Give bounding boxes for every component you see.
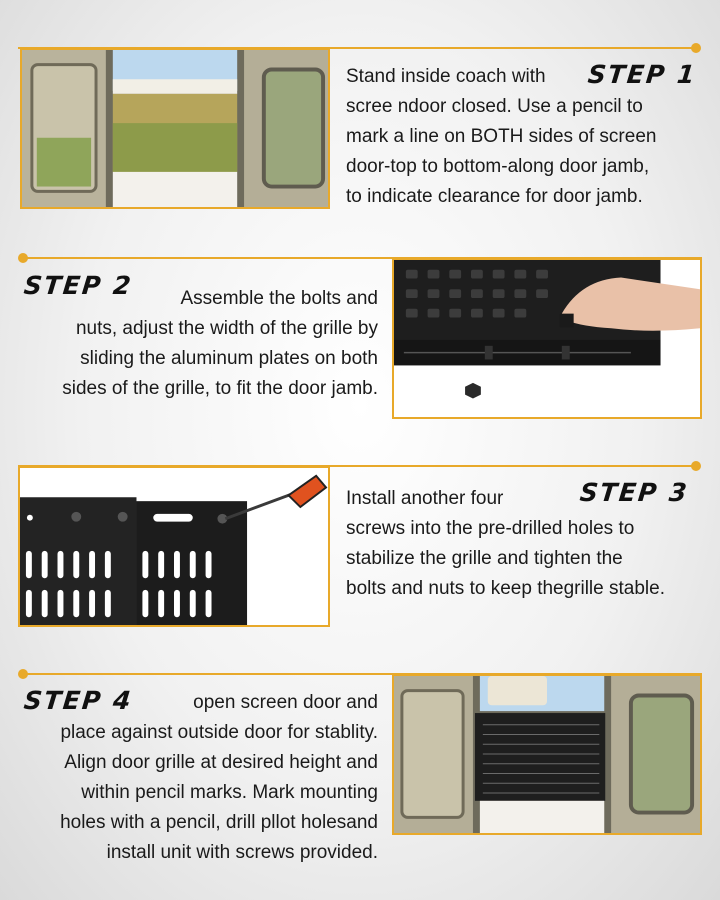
step1-divider-dot — [691, 43, 701, 53]
step4-photo-grille-installed — [392, 674, 702, 835]
step3-line: bolts and nuts to keep thegrille stable. — [346, 578, 665, 599]
step3-line: stabilize the grille and tighten the — [346, 548, 623, 569]
step2-title: STEP 2 — [22, 271, 135, 300]
step2-divider-dot — [18, 253, 28, 263]
step4-line: Align door grille at desired height and — [64, 752, 378, 773]
step2-text — [62, 284, 378, 404]
step2-line: Assemble the bolts and — [180, 288, 378, 309]
step1-line: door-top to bottom-along door jamb, — [346, 156, 650, 177]
step2-line: sides of the grille, to fit the door jamb. — [62, 378, 378, 399]
step3-line: Install another four — [346, 488, 504, 509]
step3-title: STEP 3 — [578, 478, 691, 507]
step1-line: Stand inside coach with — [346, 66, 546, 87]
step4-line: open screen door and — [193, 692, 378, 713]
step3-photo-screwdriver — [18, 466, 330, 627]
step2-line: nuts, adjust the width of the grille by — [75, 318, 378, 339]
step1-photo-screen-door-closed — [20, 48, 330, 209]
step4-title: STEP 4 — [22, 686, 135, 715]
step1-text — [346, 62, 656, 212]
step4-divider-dot — [18, 669, 28, 679]
step1-line: mark a line on BOTH sides of screen — [346, 126, 657, 147]
step3-divider-dot — [691, 461, 701, 471]
step3-text — [346, 484, 665, 604]
step4-line: within pencil marks. Mark mounting — [81, 782, 378, 803]
step4-line: install unit with screws provided. — [106, 842, 378, 863]
step1-line: to indicate clearance for door jamb. — [346, 186, 643, 207]
step4-line: place against outside door for stablity. — [60, 722, 378, 743]
step2-line: sliding the aluminum plates on both — [80, 348, 378, 369]
step4-text — [60, 688, 378, 868]
step2-photo-grille-plates — [392, 258, 702, 419]
step4-line: holes with a pencil, drill pllot holesand — [60, 812, 378, 833]
step1-line: scree ndoor closed. Use a pencil to — [346, 96, 643, 117]
step3-line: screws into the pre-drilled holes to — [346, 518, 635, 539]
step1-title: STEP 1 — [586, 60, 699, 89]
